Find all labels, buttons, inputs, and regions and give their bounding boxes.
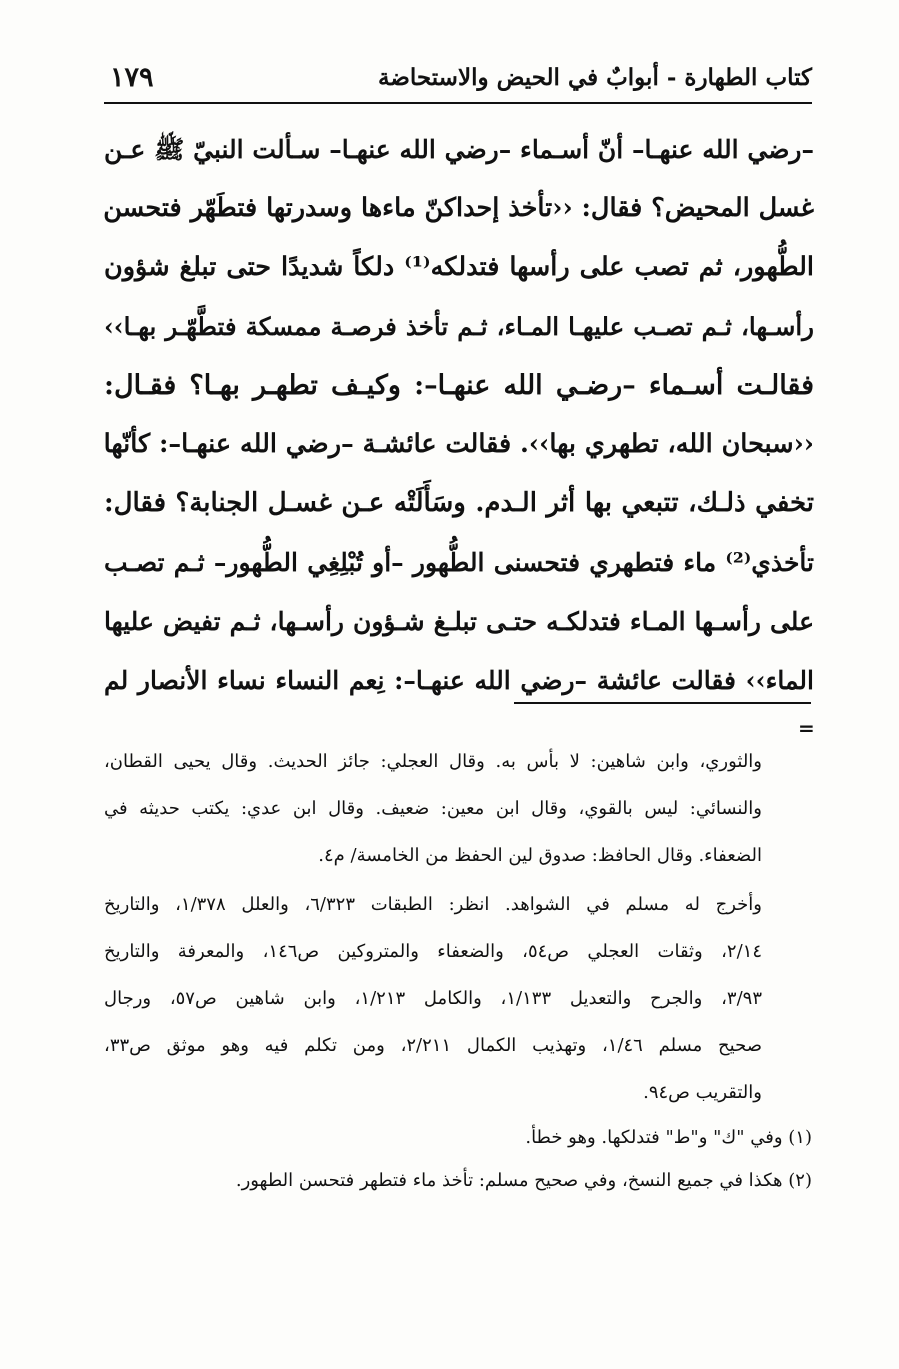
main-text-line: الماء›› فقالت عائشة –رضي الله عنهـا–: نِعم النساء نساء الأنصار لم — [104, 666, 814, 695]
main-text — [104, 120, 814, 710]
footnote-line: الضعفاء. وقال الحافظ: صدوق لين الحفظ من الخامسة/ م٤. — [318, 845, 762, 866]
footnote-line: ٢/١٤، وثقات العجلي ص٥٤، والضعفاء والمتروكين ص١٤٦، والمعرفة والتاريخ — [104, 941, 762, 962]
header-title: كتاب الطهارة - أبوابٌ في الحيض والاستحاضة — [378, 64, 812, 91]
main-text-line: على رأسـها المـاء فتدلكـه حتـى تبلـغ شـؤون رأسـها، ثـم تفيض عليها — [104, 607, 814, 636]
main-text-line: غسل المحيض؟ فقال: ‹‹تأخذ إحداكنّ ماءها وسدرتها فتطَهّر فتحسن — [103, 193, 814, 223]
main-text-line: رأسـها، ثـم تصـب عليهـا المـاء، ثـم تأخذ فرصـة ممسكة فتطَّهّـر بهـا›› — [104, 312, 814, 341]
main-text-line: تأخذي⁽²⁾ ماء فتطهري فتحسنى الطُّهور –أو تُبْلِغِي الطُّهور– ثـم تصـب — [104, 548, 814, 577]
page-number: ١٧٩ — [110, 62, 154, 93]
footnote-references-block — [104, 881, 812, 1116]
continuation-mark: = — [798, 716, 815, 740]
running-header — [104, 62, 812, 104]
footnote-line: صحيح مسلم ١/٤٦، وتهذيب الكمال ٢/٢١١، ومن تكلم فيه وهو موثق ص٣٣، — [104, 1035, 762, 1056]
footnote-line: ٣/٩٣، والجرح والتعديل ١/١٣٣، والكامل ١/٢١٣، وابن شاهين ص٥٧، ورجال — [104, 988, 762, 1009]
main-text-line: ‹‹سبحان الله، تطهري بها››. فقالت عائشـة –رضي الله عنهـا–: كأنّها — [103, 429, 814, 459]
main-text-line: –رضي الله عنهـا– أنّ أسـماء –رضي الله عنهـا– سـألت النبيّ ﷺ عـن — [104, 135, 814, 164]
main-text-line: فقالـت أسـماء –رضـي الله عنهـا–: وكيـف تطهـر بهـا؟ فقـال: — [104, 370, 814, 401]
footnote-line: والثوري، وابن شاهين: لا بأس به. وقال العجلي: جائز الحديث. وقال يحيى القطان، — [104, 751, 762, 772]
footnote-line: والنسائي: ليس بالقوي، وقال ابن معين: ضعيف. وقال ابن عدي: يكتب حديثه في — [104, 798, 762, 819]
main-text-line: تخفي ذلـك، تتبعي بها أثر الـدم. وسَأَلَتْه عـن غسـل الجنابة؟ فقال: — [104, 488, 814, 518]
footnote-1: (١) وفي "ك" و"ط" فتدلكها. وهو خطأ. — [525, 1127, 812, 1148]
footnote-continuation-block — [104, 738, 812, 879]
footnote-separator — [514, 702, 811, 704]
footnote-line: والتقريب ص٩٤. — [643, 1082, 762, 1103]
footnotes-area — [104, 738, 812, 1202]
footnote-line: وأخرج له مسلم في الشواهد. انظر: الطبقات ٦/٣٢٣، والعلل ١/٣٧٨، والتاريخ — [104, 894, 762, 915]
main-text-line: الطُّهور، ثم تصب على رأسها فتدلكه⁽¹⁾ دلكاً شديدًا حتى تبلغ شؤون — [104, 252, 814, 282]
footnote-2: (٢) هكذا في جميع النسخ، وفي صحيح مسلم: تأخذ ماء فتطهر فتحسن الطهور. — [235, 1170, 812, 1191]
